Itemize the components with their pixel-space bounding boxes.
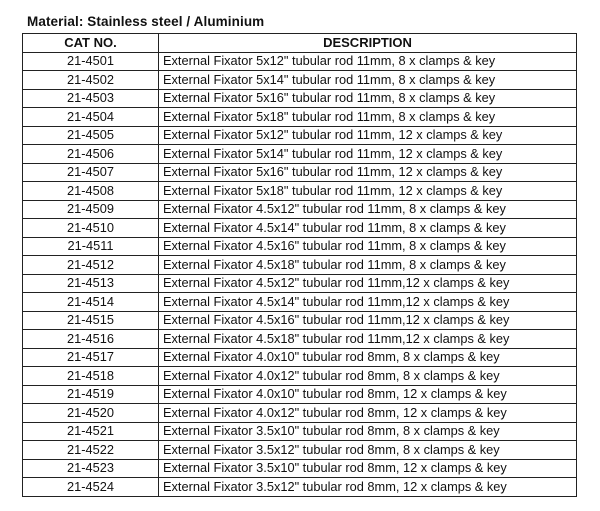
header-cat-no: CAT NO.: [23, 34, 159, 53]
table-row: [23, 237, 577, 256]
cat-no-cell: 21-4512: [23, 256, 159, 275]
table-row: [23, 367, 577, 386]
table-row: [23, 459, 577, 478]
table-row: [23, 311, 577, 330]
cat-no-cell: 21-4517: [23, 348, 159, 367]
cat-no-cell: 21-4510: [23, 219, 159, 238]
cat-no-cell: 21-4524: [23, 478, 159, 497]
table-row: [23, 348, 577, 367]
cat-no-cell: 21-4504: [23, 108, 159, 127]
table-row: [23, 89, 577, 108]
cat-no-cell: 21-4516: [23, 330, 159, 349]
cat-no-cell: 21-4508: [23, 182, 159, 201]
description-cell: External Fixator 5x14" tubular rod 11mm, 12 x clamps & key: [159, 145, 577, 164]
description-cell: External Fixator 5x18" tubular rod 11mm, 12 x clamps & key: [159, 182, 577, 201]
cat-no-cell: 21-4522: [23, 441, 159, 460]
cat-no-cell: 21-4518: [23, 367, 159, 386]
description-cell: External Fixator 4.0x10" tubular rod 8mm, 8 x clamps & key: [159, 348, 577, 367]
description-cell: External Fixator 4.5x16" tubular rod 11mm,12 x clamps & key: [159, 311, 577, 330]
table-row: [23, 52, 577, 71]
cat-no-cell: 21-4514: [23, 293, 159, 312]
cat-no-cell: 21-4515: [23, 311, 159, 330]
cat-no-cell: 21-4506: [23, 145, 159, 164]
table-row: [23, 385, 577, 404]
table-row: [23, 182, 577, 201]
cat-no-cell: 21-4519: [23, 385, 159, 404]
description-cell: External Fixator 4.0x10" tubular rod 8mm, 12 x clamps & key: [159, 385, 577, 404]
description-cell: External Fixator 5x18" tubular rod 11mm, 8 x clamps & key: [159, 108, 577, 127]
cat-no-cell: 21-4521: [23, 422, 159, 441]
table-row: [23, 256, 577, 275]
table-row: [23, 404, 577, 423]
description-cell: External Fixator 5x14" tubular rod 11mm, 8 x clamps & key: [159, 71, 577, 90]
description-cell: External Fixator 3.5x10" tubular rod 8mm, 12 x clamps & key: [159, 459, 577, 478]
description-cell: External Fixator 5x16" tubular rod 11mm, 8 x clamps & key: [159, 89, 577, 108]
cat-no-cell: 21-4509: [23, 200, 159, 219]
table-row: [23, 200, 577, 219]
cat-no-cell: 21-4523: [23, 459, 159, 478]
description-cell: External Fixator 4.5x18" tubular rod 11mm, 8 x clamps & key: [159, 256, 577, 275]
table-row: [23, 441, 577, 460]
table-row: [23, 478, 577, 497]
description-cell: External Fixator 4.5x14" tubular rod 11mm, 8 x clamps & key: [159, 219, 577, 238]
table-row: [23, 71, 577, 90]
description-cell: External Fixator 5x16" tubular rod 11mm, 12 x clamps & key: [159, 163, 577, 182]
table-row: [23, 108, 577, 127]
description-cell: External Fixator 4.5x12" tubular rod 11mm, 8 x clamps & key: [159, 200, 577, 219]
description-cell: External Fixator 5x12" tubular rod 11mm, 12 x clamps & key: [159, 126, 577, 145]
cat-no-cell: 21-4505: [23, 126, 159, 145]
table-row: [23, 422, 577, 441]
material-heading: Material: Stainless steel / Aluminium: [27, 14, 265, 29]
description-cell: External Fixator 3.5x10" tubular rod 8mm, 8 x clamps & key: [159, 422, 577, 441]
table-row: [23, 126, 577, 145]
cat-no-cell: 21-4503: [23, 89, 159, 108]
description-cell: External Fixator 4.5x14" tubular rod 11mm,12 x clamps & key: [159, 293, 577, 312]
description-cell: External Fixator 4.0x12" tubular rod 8mm, 12 x clamps & key: [159, 404, 577, 423]
table-row: [23, 163, 577, 182]
description-cell: External Fixator 5x12" tubular rod 11mm, 8 x clamps & key: [159, 52, 577, 71]
table-row: [23, 219, 577, 238]
cat-no-cell: 21-4511: [23, 237, 159, 256]
description-cell: External Fixator 4.5x18" tubular rod 11mm,12 x clamps & key: [159, 330, 577, 349]
table-row: [23, 330, 577, 349]
table-row: [23, 293, 577, 312]
description-cell: External Fixator 4.5x12" tubular rod 11mm,12 x clamps & key: [159, 274, 577, 293]
cat-no-cell: 21-4507: [23, 163, 159, 182]
description-cell: External Fixator 3.5x12" tubular rod 8mm, 8 x clamps & key: [159, 441, 577, 460]
cat-no-cell: 21-4520: [23, 404, 159, 423]
cat-no-cell: 21-4513: [23, 274, 159, 293]
table-row: [23, 274, 577, 293]
description-cell: External Fixator 4.0x12" tubular rod 8mm, 8 x clamps & key: [159, 367, 577, 386]
description-cell: External Fixator 3.5x12" tubular rod 8mm, 12 x clamps & key: [159, 478, 577, 497]
table-header-row: [23, 34, 577, 53]
cat-no-cell: 21-4501: [23, 52, 159, 71]
table-row: [23, 145, 577, 164]
cat-no-cell: 21-4502: [23, 71, 159, 90]
description-cell: External Fixator 4.5x16" tubular rod 11mm, 8 x clamps & key: [159, 237, 577, 256]
header-description: DESCRIPTION: [159, 34, 577, 53]
catalog-table: [22, 33, 577, 497]
